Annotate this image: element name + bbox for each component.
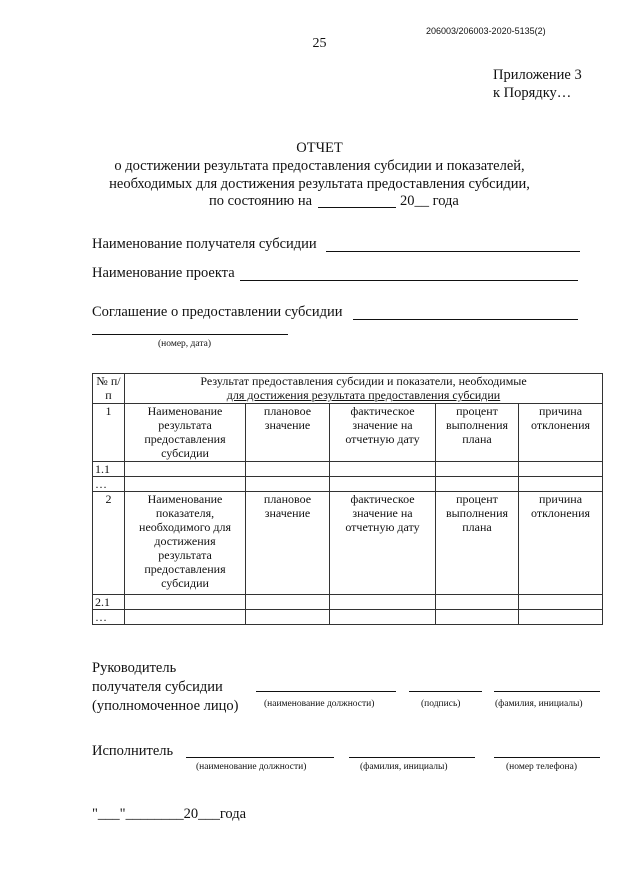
- report-date-year: 20__ года: [400, 193, 459, 209]
- section-1-name: Наименование результата предоставления субсидии: [125, 404, 246, 462]
- section-2-percent: процент выполнения плана: [436, 492, 519, 595]
- section-1-planned: плановое значение: [246, 404, 330, 462]
- table-cell[interactable]: [125, 477, 246, 492]
- table-header-row: [93, 374, 603, 404]
- executor-name-hint: (фамилия, инициалы): [360, 762, 448, 772]
- head-line-2: получателя субсидии: [92, 679, 223, 695]
- head-signature-field[interactable]: [409, 691, 482, 692]
- table-cell[interactable]: [436, 595, 519, 610]
- table-row-ellipsis-2: [93, 610, 603, 625]
- head-position-hint: (наименование должности): [264, 699, 375, 709]
- signature-date[interactable]: "___"________20___года: [92, 806, 247, 822]
- section-2-reason: причина отклонения: [519, 492, 603, 595]
- agreement-field-continued[interactable]: [92, 334, 288, 335]
- table-cell[interactable]: [436, 477, 519, 492]
- executor-phone-hint: (номер телефона): [506, 762, 577, 772]
- table-cell[interactable]: [246, 595, 330, 610]
- report-subtitle-line-1: о достижении результата предоставления субсидии и показателей,: [114, 158, 525, 174]
- table-cell[interactable]: [246, 462, 330, 477]
- project-name-field[interactable]: [240, 280, 578, 281]
- section-2-actual: фактическое значение на отчетную дату: [330, 492, 436, 595]
- table-cell[interactable]: [519, 462, 603, 477]
- executor-name-field[interactable]: [349, 757, 475, 758]
- report-date-prefix: по состоянию на: [209, 193, 313, 209]
- report-subtitle-line-2: необходимых для достижения результата предоставления субсидии,: [109, 176, 530, 192]
- row-1-1-number: 1.1: [93, 462, 125, 477]
- appendix-reference: [493, 66, 582, 102]
- section-1-actual: фактическое значение на отчетную дату: [330, 404, 436, 462]
- head-name-hint: (фамилия, инициалы): [495, 699, 583, 709]
- agreement-hint: (номер, дата): [158, 339, 211, 349]
- table-cell[interactable]: [330, 595, 436, 610]
- table-cell[interactable]: [436, 462, 519, 477]
- table-cell[interactable]: [436, 610, 519, 625]
- executor-position-hint: (наименование должности): [196, 762, 307, 772]
- document-id: 206003/206003-2020-5135(2): [426, 26, 546, 36]
- table-cell[interactable]: [246, 477, 330, 492]
- executor-phone-field[interactable]: [494, 757, 600, 758]
- col-main-header: [125, 374, 603, 404]
- table-row-2-1: [93, 595, 603, 610]
- table-cell[interactable]: [330, 477, 436, 492]
- agreement-field[interactable]: [353, 319, 578, 320]
- head-name-field[interactable]: [494, 691, 600, 692]
- section-2-name: Наименование показателя, необходимого для достижения результата предоставления субсидии: [125, 492, 246, 595]
- report-date-blank[interactable]: [318, 207, 396, 208]
- agreement-label: Соглашение о предоставлении субсидии: [92, 304, 343, 320]
- section-1-percent: процент выполнения плана: [436, 404, 519, 462]
- head-position-field[interactable]: [256, 691, 396, 692]
- table-row-section-2: [93, 492, 603, 595]
- page-number: 25: [312, 36, 327, 51]
- main-header-line-2: для достижения результата предоставления субсидии: [226, 388, 501, 402]
- section-2-number: 2: [93, 492, 125, 595]
- head-signature-label: [92, 659, 239, 716]
- table-row-section-1: [93, 404, 603, 462]
- row-2-1-number: 2.1: [93, 595, 125, 610]
- col-number-header: № п/п: [93, 374, 125, 404]
- table-cell[interactable]: [330, 610, 436, 625]
- head-line-3: (уполномоченное лицо): [92, 698, 239, 714]
- main-header-line-1: Результат предоставления субсидии и показатели, необходимые: [200, 374, 527, 388]
- recipient-label: Наименование получателя субсидии: [92, 236, 317, 252]
- table-cell[interactable]: [125, 610, 246, 625]
- appendix-line-1: Приложение 3: [493, 67, 582, 83]
- row-ellipsis-2: …: [93, 610, 125, 625]
- table-cell[interactable]: [519, 595, 603, 610]
- head-signature-hint: (подпись): [421, 699, 461, 709]
- table-row-1-1: [93, 462, 603, 477]
- table-cell[interactable]: [330, 462, 436, 477]
- table-cell[interactable]: [125, 462, 246, 477]
- row-ellipsis-1: …: [93, 477, 125, 492]
- table-cell[interactable]: [519, 477, 603, 492]
- appendix-line-2: к Порядку…: [493, 85, 572, 101]
- executor-label: Исполнитель: [92, 743, 174, 759]
- results-table: [92, 373, 603, 625]
- table-cell[interactable]: [246, 610, 330, 625]
- head-line-1: Руководитель: [92, 660, 177, 676]
- report-title: ОТЧЕТ: [296, 140, 343, 156]
- section-1-number: 1: [93, 404, 125, 462]
- section-1-reason: причина отклонения: [519, 404, 603, 462]
- executor-position-field[interactable]: [186, 757, 334, 758]
- table-cell[interactable]: [125, 595, 246, 610]
- table-row-ellipsis-1: [93, 477, 603, 492]
- section-2-planned: плановое значение: [246, 492, 330, 595]
- recipient-name-field[interactable]: [326, 251, 580, 252]
- project-label: Наименование проекта: [92, 265, 235, 281]
- table-cell[interactable]: [519, 610, 603, 625]
